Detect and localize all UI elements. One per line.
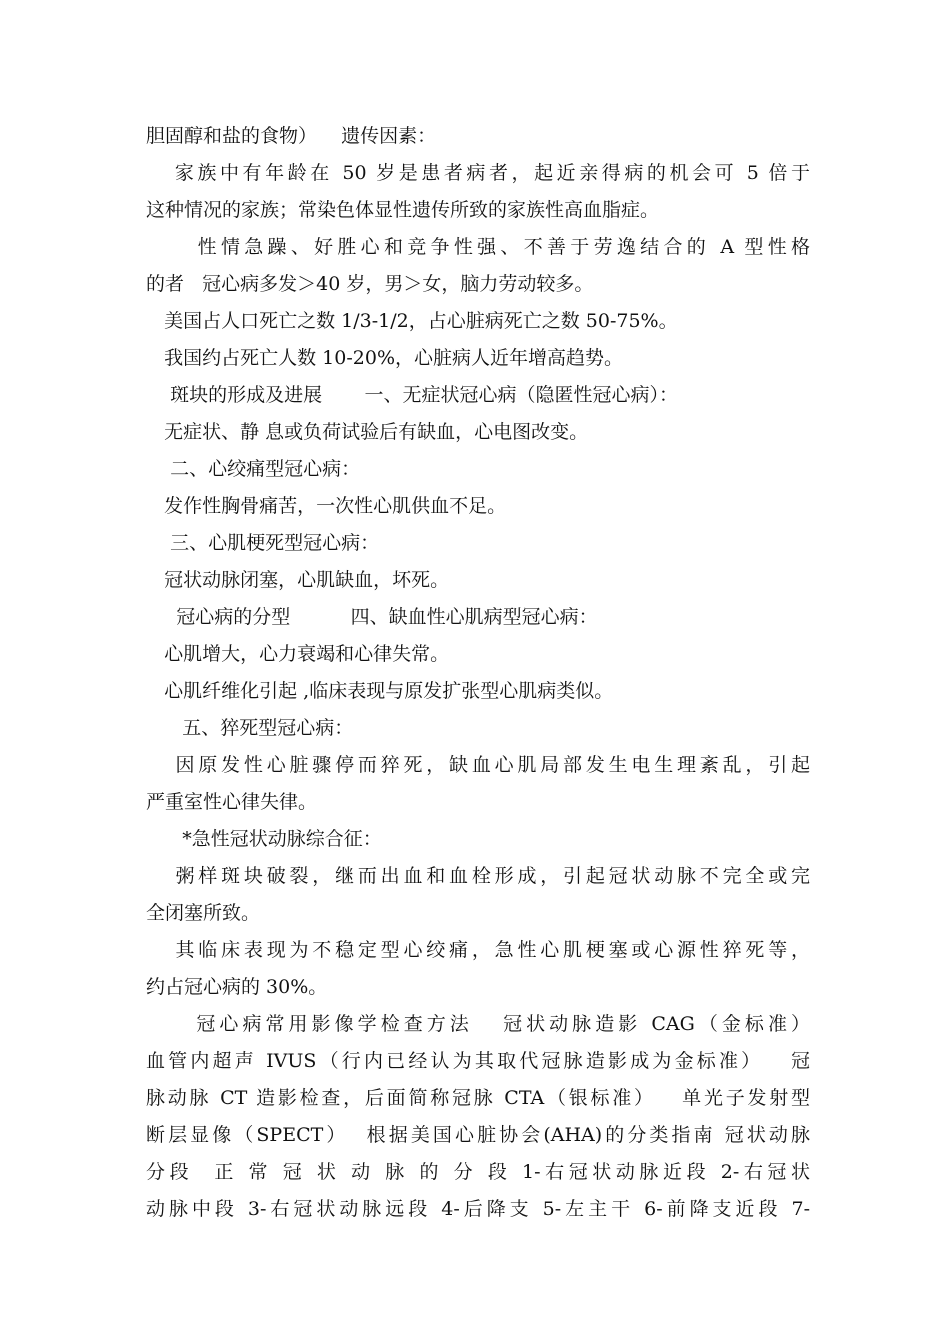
text-line: 三、心肌梗死型冠心病：: [146, 532, 380, 554]
text-line: 脉动脉 CT 造影检查，后面简称冠脉 CTA（银标准） 单光子发射型: [146, 1087, 810, 1109]
text-line: 这种情况的家族；常染色体显性遗传所致的家族性高血脂症。: [146, 199, 660, 221]
text-line: 全闭塞所致。: [146, 902, 261, 924]
text-line: 严重室性心律失律。: [146, 791, 318, 813]
text-line: 家族中有年龄在 50 岁是患者病者，起近亲得病的机会可 5 倍于: [146, 162, 810, 184]
text-line: 其临床表现为不稳定型心绞痛，急性心肌梗塞或心源性猝死等，: [146, 939, 810, 961]
text-line: 心肌增大，心力衰竭和心律失常。: [146, 643, 450, 665]
text-line: 冠状动脉闭塞，心肌缺血，坏死。: [146, 569, 450, 591]
text-line: 发作性胸骨痛苦，一次性心肌供血不足。: [146, 495, 507, 517]
text-line: 五、猝死型冠心病：: [146, 717, 354, 739]
text-line: 分段 正 常 冠 状 动 脉 的 分 段 1-右冠状动脉近段 2-右冠状: [146, 1161, 810, 1183]
text-line: 因原发性心脏骤停而猝死，缺血心肌局部发生电生理紊乱，引起: [146, 754, 810, 776]
text-line: 斑块的形成及进展 一、无症状冠心病（隐匿性冠心病）：: [146, 384, 678, 406]
text-line: 胆固醇和盐的食物） 遗传因素：: [146, 125, 437, 147]
text-line: 我国约占死亡人数 10-20%，心脏病人近年增高趋势。: [146, 347, 623, 369]
text-line: 美国占人口死亡之数 1/3-1/2，占心脏病死亡之数 50-75%。: [146, 310, 678, 332]
text-line: 冠心病的分型 四、缺血性心肌病型冠心病：: [146, 606, 598, 628]
text-line: 心肌纤维化引起 ,临床表现与原发扩张型心肌病类似。: [146, 680, 614, 702]
text-line: 的者 冠心病多发＞40 岁，男＞女，脑力劳动较多。: [146, 273, 594, 295]
text-line: 约占冠心病的 30%。: [146, 976, 328, 998]
text-line: 性情急躁、好胜心和竞争性强、不善于劳逸结合的 A 型性格: [146, 236, 810, 258]
text-line: 冠心病常用影像学检查方法 冠状动脉造影 CAG（金标准）: [146, 1013, 810, 1035]
text-line: 动脉中段 3-右冠状动脉远段 4-后降支 5-左主干 6-前降支近段 7-: [146, 1198, 810, 1220]
text-line: 二、心绞痛型冠心病：: [146, 458, 361, 480]
text-line: 血管内超声 IVUS（行内已经认为其取代冠脉造影成为金标准） 冠: [146, 1050, 810, 1072]
text-line: *急性冠状动脉综合征：: [146, 828, 382, 850]
text-line: 断层显像（SPECT） 根据美国心脏协会(AHA)的分类指南 冠状动脉: [146, 1124, 810, 1146]
text-line: 粥样斑块破裂，继而出血和血栓形成，引起冠状动脉不完全或完: [146, 865, 810, 887]
text-line: 无症状、静 息或负荷试验后有缺血，心电图改变。: [146, 421, 589, 443]
